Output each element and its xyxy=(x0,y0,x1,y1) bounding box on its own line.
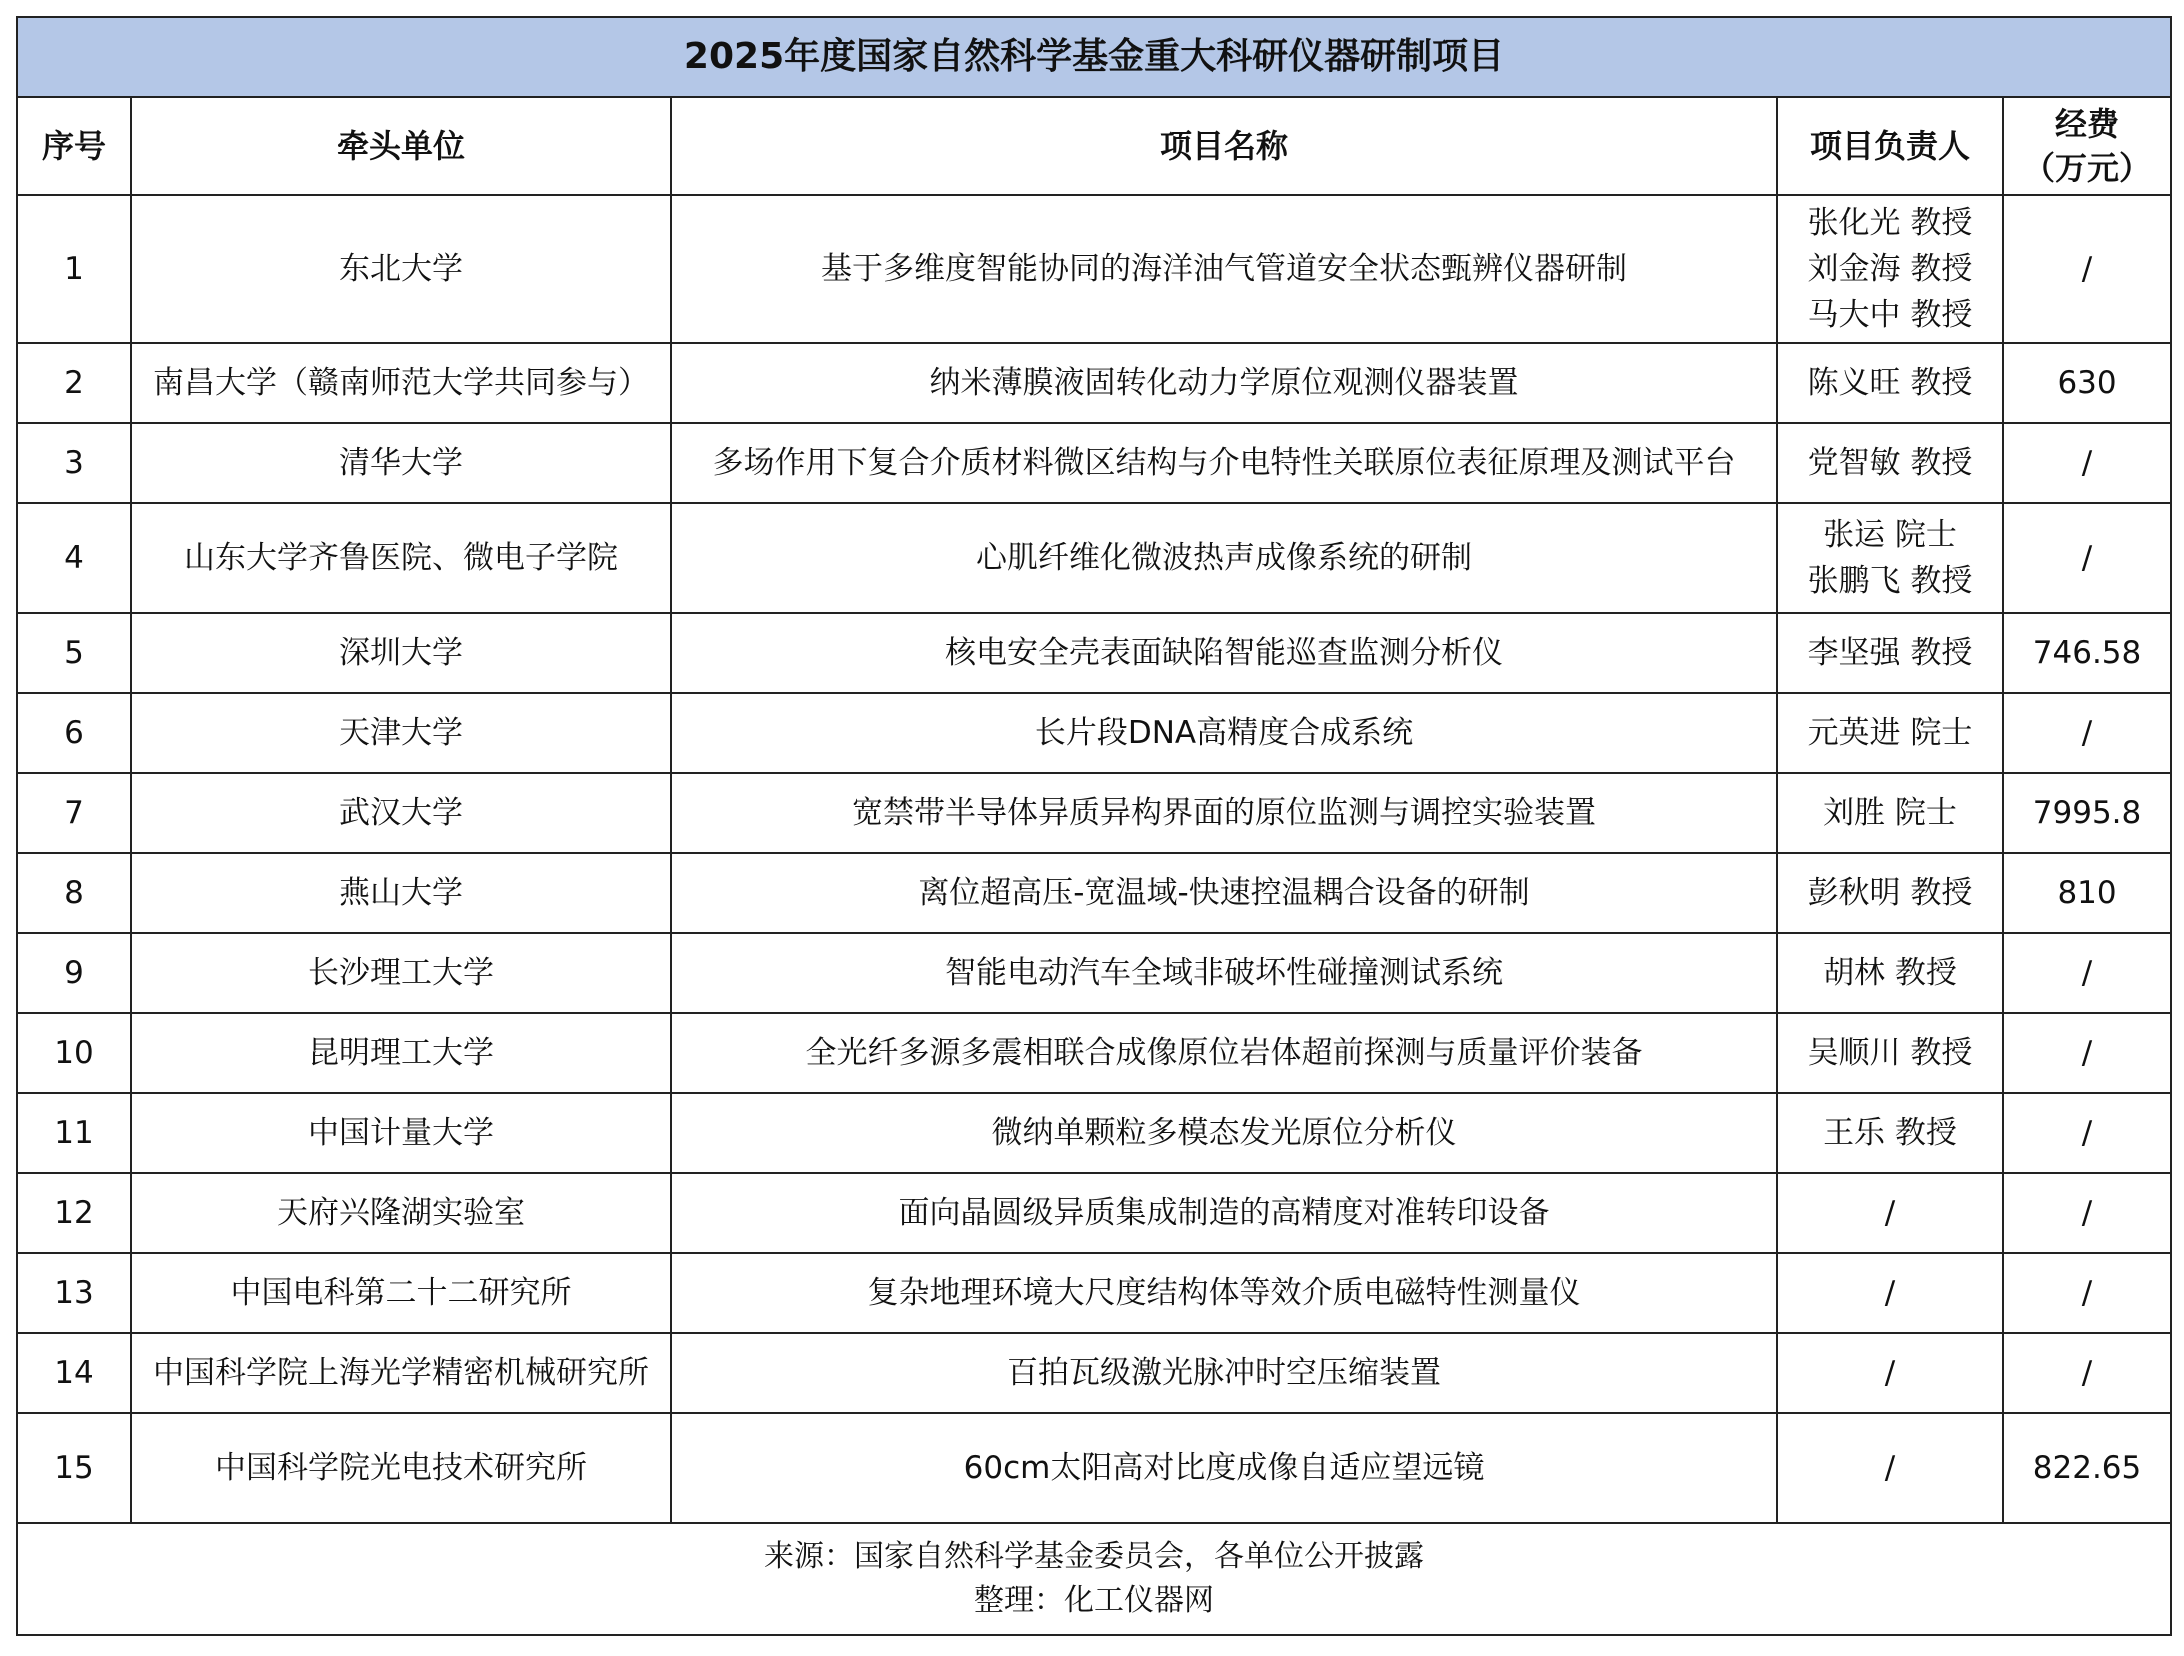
cell-unit: 南昌大学（赣南师范大学共同参与） xyxy=(131,343,671,423)
projects-table xyxy=(16,16,2172,1636)
table-title: 2025年度国家自然科学基金重大科研仪器研制项目 xyxy=(17,17,2171,97)
cell-project: 60cm太阳高对比度成像自适应望远镜 xyxy=(671,1413,1777,1523)
cell-project: 百拍瓦级激光脉冲时空压缩装置 xyxy=(671,1333,1777,1413)
cell-funding: / xyxy=(2003,423,2171,503)
leader-name: 张化光 教授 xyxy=(1807,205,1973,241)
cell-leader xyxy=(1777,1413,2003,1523)
cell-project: 多场作用下复合介质材料微区结构与介电特性关联原位表征原理及测试平台 xyxy=(671,423,1777,503)
cell-project: 心肌纤维化微波热声成像系统的研制 xyxy=(671,503,1777,613)
cell-leader xyxy=(1777,1253,2003,1333)
cell-project: 离位超高压-宽温域-快速控温耦合设备的研制 xyxy=(671,853,1777,933)
leader-name: 李坚强 教授 xyxy=(1807,635,1973,671)
cell-leader xyxy=(1777,1333,2003,1413)
table-row xyxy=(17,773,2171,853)
cell-unit: 中国电科第二十二研究所 xyxy=(131,1253,671,1333)
cell-project: 宽禁带半导体异质异构界面的原位监测与调控实验装置 xyxy=(671,773,1777,853)
table-row xyxy=(17,503,2171,613)
cell-unit: 清华大学 xyxy=(131,423,671,503)
table-row xyxy=(17,613,2171,693)
cell-leader xyxy=(1777,343,2003,423)
cell-funding: / xyxy=(2003,1333,2171,1413)
cell-funding: / xyxy=(2003,1253,2171,1333)
cell-funding: 810 xyxy=(2003,853,2171,933)
cell-funding: / xyxy=(2003,1093,2171,1173)
compiler-text: 整理：化工仪器网 xyxy=(974,1583,1215,1618)
cell-no: 15 xyxy=(17,1413,131,1523)
leader-name: 元英进 院士 xyxy=(1807,715,1973,751)
table-row xyxy=(17,1173,2171,1253)
cell-no: 14 xyxy=(17,1333,131,1413)
cell-no: 11 xyxy=(17,1093,131,1173)
source-note xyxy=(17,1523,2171,1635)
header-leader: 项目负责人 xyxy=(1777,97,2003,195)
table-row xyxy=(17,1253,2171,1333)
cell-no: 6 xyxy=(17,693,131,773)
cell-no: 3 xyxy=(17,423,131,503)
table-row xyxy=(17,1013,2171,1093)
leader-name: 张运 院士 xyxy=(1823,517,1957,553)
leader-name: 胡林 教授 xyxy=(1823,955,1957,991)
cell-leader xyxy=(1777,933,2003,1013)
cell-leader xyxy=(1777,693,2003,773)
table-row xyxy=(17,343,2171,423)
cell-unit: 中国计量大学 xyxy=(131,1093,671,1173)
cell-leader xyxy=(1777,423,2003,503)
table-row xyxy=(17,853,2171,933)
leader-name: / xyxy=(1884,1275,1896,1311)
cell-project: 基于多维度智能协同的海洋油气管道安全状态甄辨仪器研制 xyxy=(671,195,1777,343)
cell-unit: 燕山大学 xyxy=(131,853,671,933)
leader-name: 党智敏 教授 xyxy=(1807,445,1973,481)
cell-funding: 7995.8 xyxy=(2003,773,2171,853)
cell-leader xyxy=(1777,503,2003,613)
cell-unit: 山东大学齐鲁医院、微电子学院 xyxy=(131,503,671,613)
header-row xyxy=(17,97,2171,195)
table-row xyxy=(17,933,2171,1013)
cell-leader xyxy=(1777,853,2003,933)
header-unit: 牵头单位 xyxy=(131,97,671,195)
cell-no: 10 xyxy=(17,1013,131,1093)
header-no: 序号 xyxy=(17,97,131,195)
cell-no: 5 xyxy=(17,613,131,693)
cell-leader xyxy=(1777,613,2003,693)
cell-funding: 630 xyxy=(2003,343,2171,423)
cell-project: 全光纤多源多震相联合成像原位岩体超前探测与质量评价装备 xyxy=(671,1013,1777,1093)
cell-funding: / xyxy=(2003,1173,2171,1253)
leader-name: 王乐 教授 xyxy=(1823,1115,1957,1151)
cell-leader xyxy=(1777,1173,2003,1253)
cell-no: 8 xyxy=(17,853,131,933)
cell-unit: 武汉大学 xyxy=(131,773,671,853)
cell-project: 面向晶圆级异质集成制造的高精度对准转印设备 xyxy=(671,1173,1777,1253)
cell-no: 13 xyxy=(17,1253,131,1333)
cell-project: 微纳单颗粒多模态发光原位分析仪 xyxy=(671,1093,1777,1173)
leader-name: 彭秋明 教授 xyxy=(1807,875,1973,911)
cell-unit: 昆明理工大学 xyxy=(131,1013,671,1093)
cell-leader xyxy=(1777,195,2003,343)
cell-no: 9 xyxy=(17,933,131,1013)
cell-leader xyxy=(1777,773,2003,853)
leader-name: / xyxy=(1884,1450,1896,1486)
leader-name: 马大中 教授 xyxy=(1807,297,1973,333)
table-row xyxy=(17,1093,2171,1173)
leader-name: 陈义旺 教授 xyxy=(1807,365,1973,401)
table-body xyxy=(17,195,2171,1523)
cell-project: 长片段DNA高精度合成系统 xyxy=(671,693,1777,773)
cell-project: 智能电动汽车全域非破坏性碰撞测试系统 xyxy=(671,933,1777,1013)
cell-project: 复杂地理环境大尺度结构体等效介质电磁特性测量仪 xyxy=(671,1253,1777,1333)
cell-funding: 746.58 xyxy=(2003,613,2171,693)
cell-no: 1 xyxy=(17,195,131,343)
cell-funding: / xyxy=(2003,933,2171,1013)
cell-no: 12 xyxy=(17,1173,131,1253)
leader-name: / xyxy=(1884,1195,1896,1231)
table-row xyxy=(17,1333,2171,1413)
cell-funding: / xyxy=(2003,195,2171,343)
cell-funding: / xyxy=(2003,503,2171,613)
cell-unit: 中国科学院光电技术研究所 xyxy=(131,1413,671,1523)
leader-name: 刘胜 院士 xyxy=(1823,795,1957,831)
header-funding-line2: （万元） xyxy=(2023,149,2152,187)
cell-unit: 中国科学院上海光学精密机械研究所 xyxy=(131,1333,671,1413)
table-row xyxy=(17,693,2171,773)
leader-name: 刘金海 教授 xyxy=(1807,251,1973,287)
cell-no: 4 xyxy=(17,503,131,613)
leader-name: 张鹏飞 教授 xyxy=(1807,563,1973,599)
cell-project: 核电安全壳表面缺陷智能巡查监测分析仪 xyxy=(671,613,1777,693)
cell-leader xyxy=(1777,1013,2003,1093)
table-row xyxy=(17,1413,2171,1523)
header-funding xyxy=(2003,97,2171,195)
cell-funding: / xyxy=(2003,693,2171,773)
cell-unit: 深圳大学 xyxy=(131,613,671,693)
header-funding-line1: 经费 xyxy=(2055,105,2120,143)
cell-funding: 822.65 xyxy=(2003,1413,2171,1523)
cell-unit: 天津大学 xyxy=(131,693,671,773)
cell-unit: 天府兴隆湖实验室 xyxy=(131,1173,671,1253)
leader-name: / xyxy=(1884,1355,1896,1391)
cell-unit: 东北大学 xyxy=(131,195,671,343)
header-project: 项目名称 xyxy=(671,97,1777,195)
table-row xyxy=(17,423,2171,503)
leader-name: 吴顺川 教授 xyxy=(1807,1035,1973,1071)
cell-funding: / xyxy=(2003,1013,2171,1093)
table-row xyxy=(17,195,2171,343)
cell-no: 7 xyxy=(17,773,131,853)
cell-leader xyxy=(1777,1093,2003,1173)
cell-unit: 长沙理工大学 xyxy=(131,933,671,1013)
cell-no: 2 xyxy=(17,343,131,423)
source-text: 来源：国家自然科学基金委员会，各单位公开披露 xyxy=(764,1539,1425,1574)
cell-project: 纳米薄膜液固转化动力学原位观测仪器装置 xyxy=(671,343,1777,423)
